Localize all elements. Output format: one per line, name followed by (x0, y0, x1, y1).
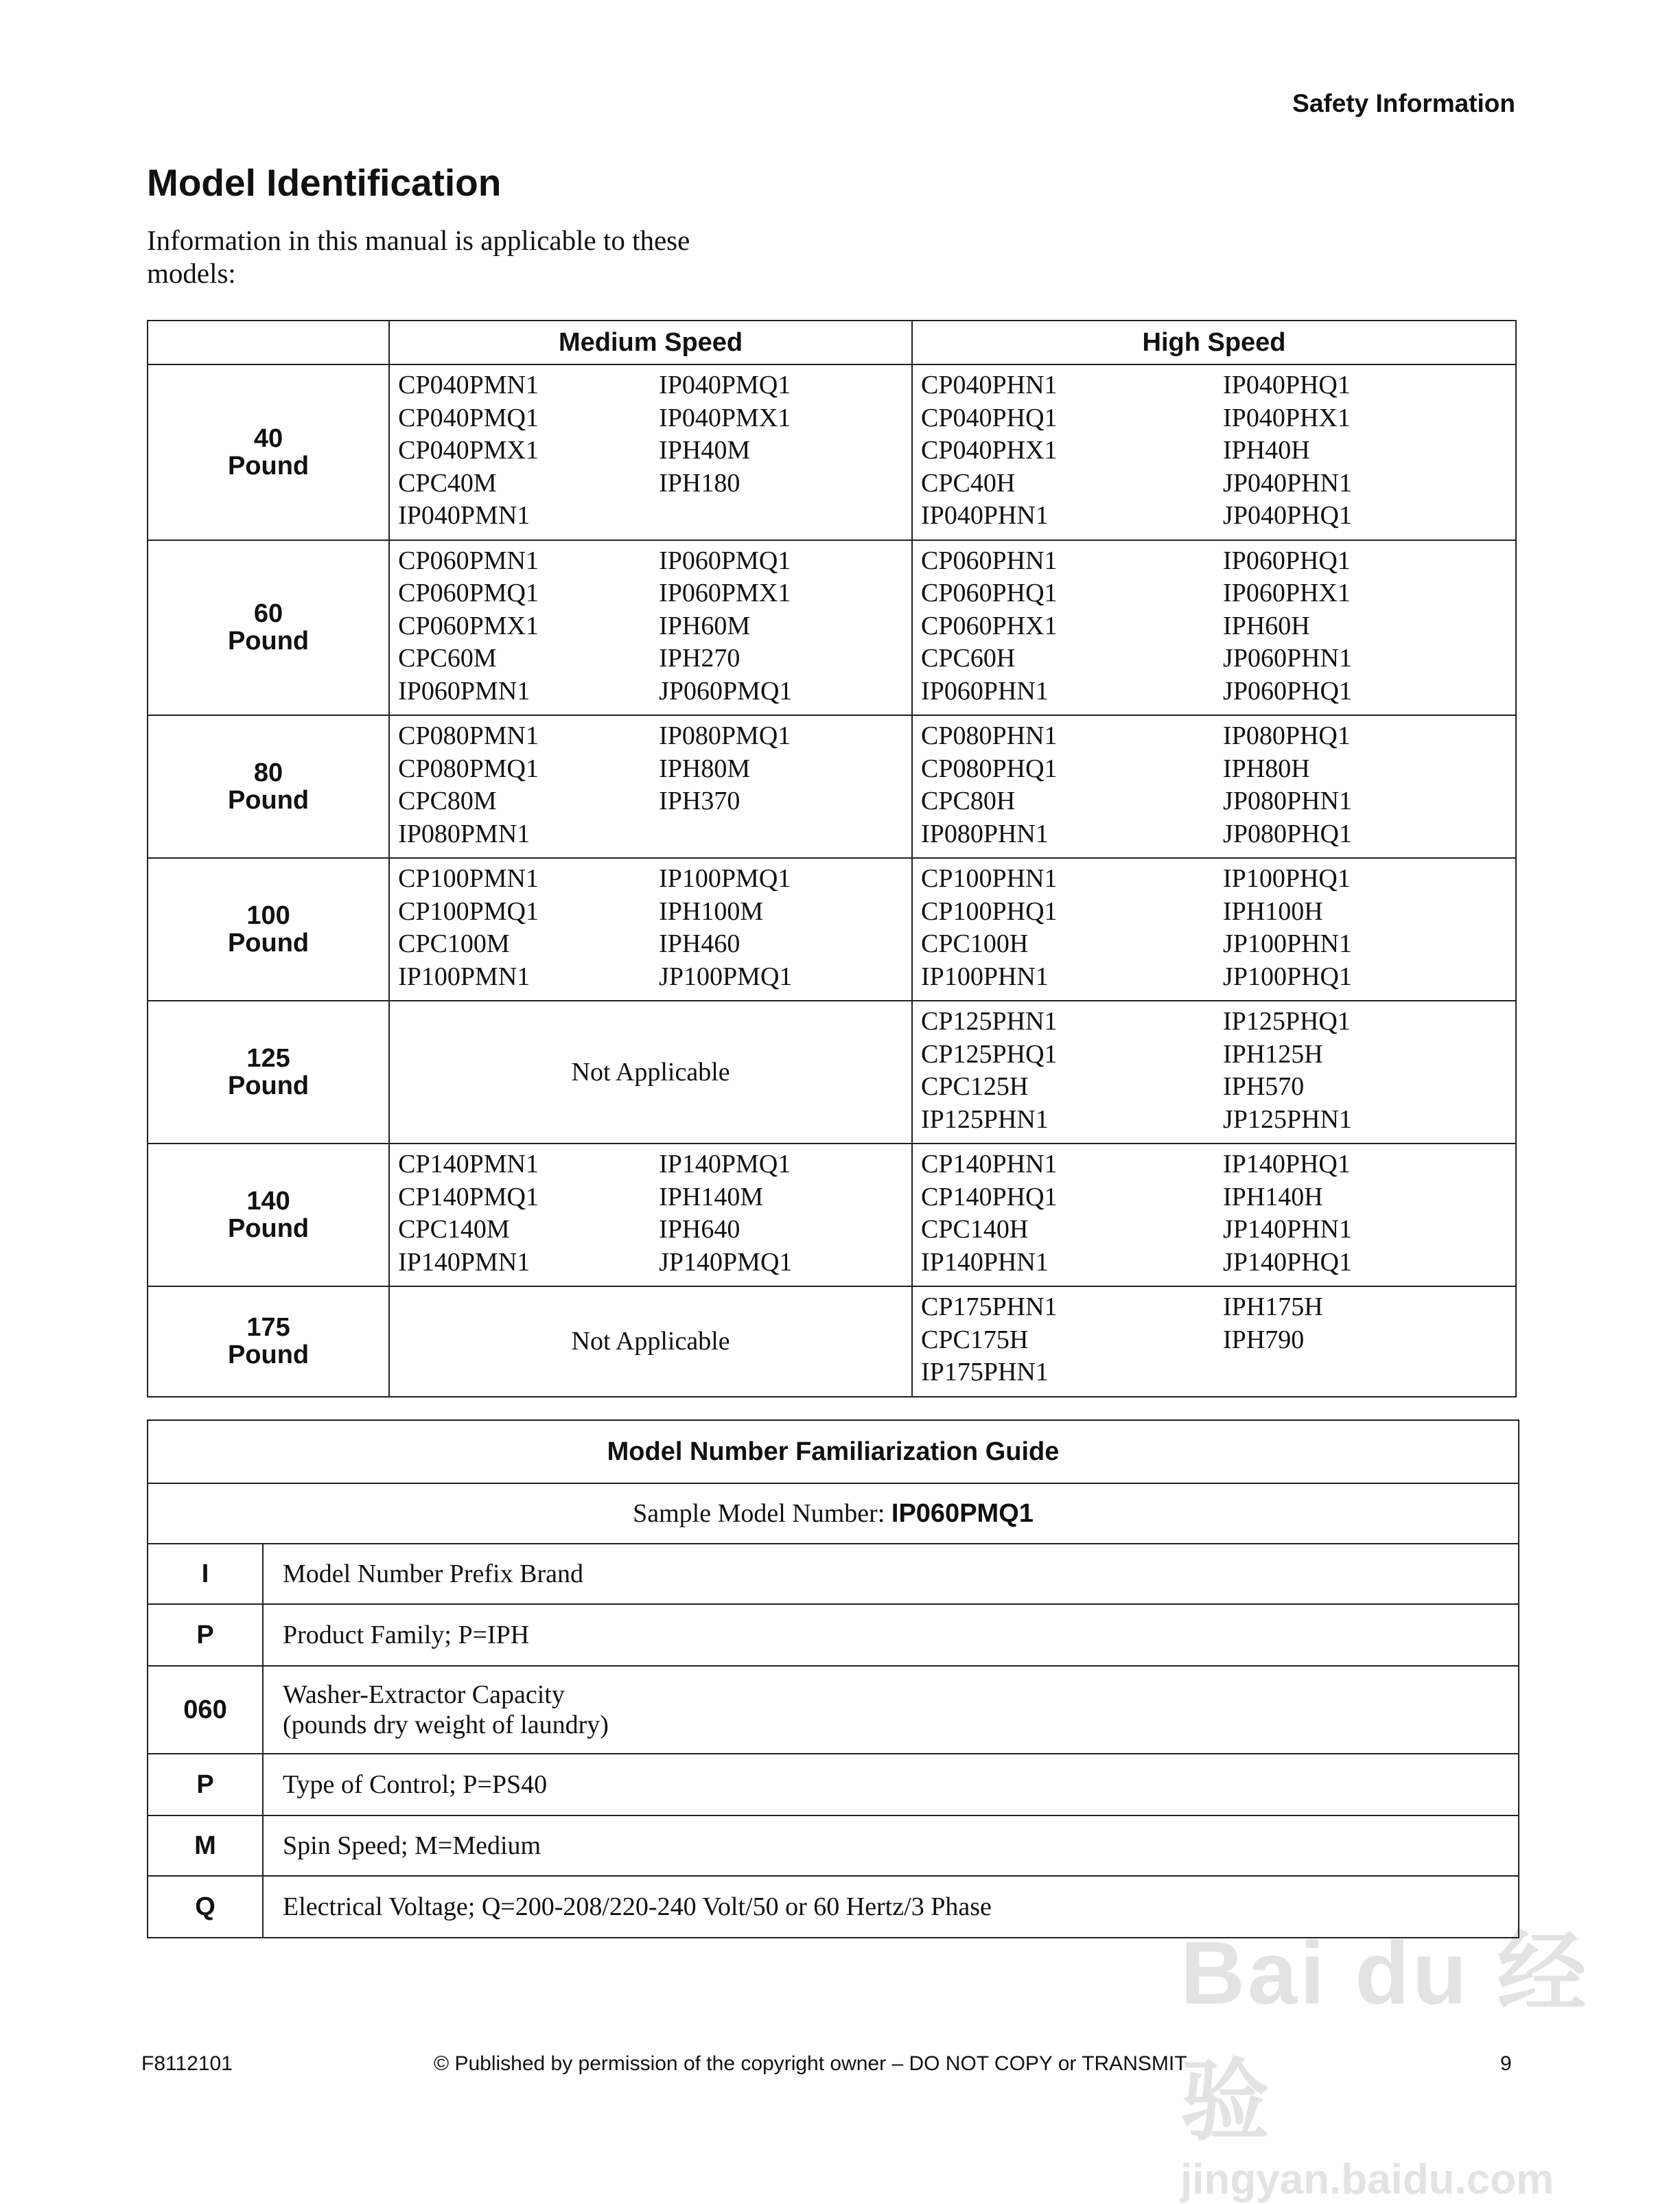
guide-description-line: (pounds dry weight of laundry) (283, 1710, 609, 1739)
model-number: JP140PHQ1 (1223, 1247, 1352, 1277)
guide-code: P (148, 1754, 263, 1816)
model-column (1223, 720, 1511, 850)
guide-description-line: Type of Control; P=PS40 (283, 1770, 548, 1799)
model-list (390, 1144, 911, 1286)
model-row (148, 858, 1516, 1001)
medium-speed-models (389, 1144, 912, 1286)
model-row (148, 1286, 1516, 1397)
model-number: IP040PMN1 (398, 501, 530, 530)
model-number: IP080PMQ1 (659, 721, 791, 750)
sample-value: IP060PMQ1 (891, 1499, 1034, 1528)
model-number: IP060PMQ1 (659, 546, 791, 575)
model-number: IP060PHX1 (1223, 579, 1351, 607)
model-number: CPC175H (921, 1325, 1029, 1354)
model-column (659, 1148, 906, 1279)
model-number: CP040PMQ1 (398, 403, 539, 432)
guide-row (148, 1754, 1519, 1816)
capacity-cell (148, 1286, 389, 1397)
model-column (398, 1148, 659, 1279)
model-list (390, 541, 911, 715)
model-list (913, 365, 1515, 540)
model-number: IPH570 (1223, 1072, 1305, 1101)
watermark-logo: Bai du 经验 (1180, 1923, 1589, 2151)
model-number: IP080PHQ1 (1223, 721, 1351, 750)
model-list (913, 1001, 1515, 1143)
medium-speed-models (389, 540, 912, 716)
header-medium-speed: Medium Speed (389, 321, 912, 364)
model-number: JP060PMQ1 (659, 676, 793, 706)
header-capacity (148, 321, 389, 364)
model-number: IP040PMX1 (659, 403, 791, 432)
medium-speed-not-applicable: Not Applicable (389, 1286, 912, 1397)
capacity-label: Pound (227, 786, 310, 815)
high-speed-models (912, 715, 1516, 858)
medium-speed-models (389, 715, 912, 858)
model-column (1223, 1148, 1511, 1279)
guide-description (263, 1666, 1519, 1754)
medium-speed-not-applicable: Not Applicable (389, 1001, 912, 1144)
model-number: IP140PMQ1 (659, 1150, 791, 1179)
model-column (1223, 545, 1511, 708)
model-number: JP040PHQ1 (1223, 501, 1352, 530)
model-number: JP140PHN1 (1223, 1215, 1352, 1244)
model-column (921, 1006, 1223, 1136)
model-number: IPH140H (1223, 1182, 1323, 1211)
model-number: CPC60H (921, 644, 1016, 673)
guide-code: P (148, 1604, 263, 1666)
watermark-url: jingyan.baidu.com (1180, 2156, 1554, 2203)
familiarization-guide-table (147, 1419, 1519, 1938)
capacity-label: 60 (253, 599, 283, 629)
guide-row (148, 1544, 1519, 1604)
capacity-label: 125 (246, 1044, 290, 1073)
capacity-label: 140 (246, 1187, 290, 1216)
model-number: IPH80H (1223, 754, 1310, 783)
guide-row (148, 1666, 1519, 1754)
model-number: CP100PHN1 (921, 864, 1058, 893)
capacity-label: 40 (253, 424, 283, 453)
model-list (913, 1144, 1515, 1286)
model-number: IP140PHQ1 (1223, 1150, 1351, 1179)
model-number: IPH60M (659, 611, 751, 640)
model-number: CP080PHQ1 (921, 754, 1058, 783)
model-number: IP060PHQ1 (1223, 546, 1351, 575)
model-number: JP080PHQ1 (1223, 819, 1352, 848)
model-number: CPC60M (398, 644, 497, 673)
model-number: CP060PHX1 (921, 611, 1058, 640)
high-speed-models (912, 540, 1516, 716)
guide-row (148, 1604, 1519, 1666)
model-number: IP060PMX1 (659, 579, 791, 607)
model-number: CP060PMQ1 (398, 579, 539, 607)
model-number: IPH270 (659, 644, 740, 673)
model-number: IP175PHN1 (921, 1358, 1049, 1387)
model-number: CP040PMN1 (398, 371, 539, 399)
model-number: CP040PMX1 (398, 436, 539, 465)
guide-description-line: Product Family; P=IPH (283, 1621, 530, 1649)
model-number: CP060PMX1 (398, 611, 539, 640)
capacity-label: 175 (246, 1313, 290, 1343)
medium-speed-models (389, 858, 912, 1001)
capacity-label: Pound (227, 451, 310, 480)
model-number: JP140PMQ1 (659, 1247, 793, 1277)
model-number: IP040PHQ1 (1223, 371, 1351, 399)
model-number: CP100PMN1 (398, 864, 539, 893)
model-list (913, 716, 1515, 857)
model-column (398, 720, 659, 850)
model-number: JP040PHN1 (1223, 468, 1352, 498)
model-number: CP140PHQ1 (921, 1182, 1058, 1211)
model-number: CP140PMQ1 (398, 1182, 539, 1211)
model-number: CPC40M (398, 468, 497, 498)
model-row (148, 1144, 1516, 1286)
guide-description (263, 1816, 1519, 1876)
guide-row (148, 1876, 1519, 1938)
model-number: JP100PMQ1 (659, 962, 793, 991)
model-column (659, 369, 906, 533)
model-number: IPH40H (1223, 436, 1310, 465)
model-number: IPH125H (1223, 1039, 1323, 1069)
model-table (147, 320, 1517, 1397)
model-number: IP125PHQ1 (1223, 1007, 1351, 1036)
capacity-label: Pound (227, 1071, 310, 1100)
model-list (913, 1287, 1515, 1396)
model-number: IPH640 (659, 1215, 740, 1244)
model-number: CP060PHQ1 (921, 579, 1058, 607)
medium-speed-models (389, 364, 912, 540)
copyright-notice: © Published by permission of the copyright owner – DO NOT COPY or TRANSMIT (434, 2052, 1187, 2075)
model-number: IPH60H (1223, 611, 1310, 640)
model-number: JP060PHN1 (1223, 644, 1352, 673)
guide-description (263, 1604, 1519, 1666)
model-number: IPH100H (1223, 896, 1323, 926)
capacity-cell (148, 1144, 389, 1286)
model-number: IP080PMN1 (398, 819, 530, 848)
guide-description (263, 1544, 1519, 1604)
model-number: IP100PHN1 (921, 962, 1049, 991)
model-number: JP125PHN1 (1223, 1104, 1352, 1134)
guide-title: Model Number Familiarization Guide (148, 1420, 1519, 1483)
watermark (1180, 1901, 1680, 2204)
capacity-label: 100 (246, 901, 290, 930)
model-number: JP080PHN1 (1223, 787, 1352, 815)
capacity-cell (148, 540, 389, 716)
model-number: IP040PHN1 (921, 501, 1049, 530)
model-column (921, 545, 1223, 708)
model-list (390, 716, 911, 857)
model-column (1223, 1291, 1511, 1389)
model-number: CPC125H (921, 1072, 1029, 1101)
model-list (390, 859, 911, 1000)
model-column (1223, 863, 1511, 993)
model-number: CPC140M (398, 1215, 510, 1244)
model-list (913, 541, 1515, 715)
doc-number: F8112101 (141, 2052, 233, 2075)
model-number: IPH460 (659, 929, 740, 958)
model-number: CPC100H (921, 929, 1029, 958)
intro-text: Information in this manual is applicable to these models: (147, 224, 690, 289)
model-column (398, 545, 659, 708)
guide-description-line: Model Number Prefix Brand (283, 1559, 583, 1588)
model-number: JP100PHN1 (1223, 929, 1352, 958)
model-row (148, 1001, 1516, 1144)
model-number: IP040PMQ1 (659, 371, 791, 399)
model-number: CP175PHN1 (921, 1292, 1058, 1321)
guide-description (263, 1876, 1519, 1938)
capacity-label: Pound (227, 1214, 310, 1243)
model-number: IP040PHX1 (1223, 403, 1351, 432)
model-number: CP100PHQ1 (921, 896, 1058, 926)
guide-row (148, 1816, 1519, 1876)
model-number: CP080PHN1 (921, 721, 1058, 750)
model-number: CP125PHQ1 (921, 1039, 1058, 1069)
model-table-header (148, 321, 1516, 364)
model-number: JP060PHQ1 (1223, 676, 1352, 706)
model-column (659, 545, 906, 708)
high-speed-models (912, 364, 1516, 540)
guide-description-line: Electrical Voltage; Q=200-208/220-240 Volt/50 or 60 Hertz/3 Phase (283, 1892, 992, 1921)
model-list (913, 859, 1515, 1000)
model-number: IPH180 (659, 468, 740, 498)
model-number: IPH80M (659, 754, 751, 783)
capacity-cell (148, 1001, 389, 1144)
guide-code: 060 (148, 1666, 263, 1754)
model-number: CP060PMN1 (398, 546, 539, 575)
model-number: IPH140M (659, 1182, 764, 1211)
model-number: CPC80M (398, 787, 497, 815)
model-column (1223, 369, 1511, 533)
model-number: IPH175H (1223, 1292, 1323, 1321)
capacity-cell (148, 715, 389, 858)
model-number: CPC140H (921, 1215, 1029, 1244)
model-number: IPH370 (659, 787, 740, 815)
capacity-cell (148, 364, 389, 540)
model-number: CPC100M (398, 929, 510, 958)
model-row (148, 715, 1516, 858)
model-number: IPH100M (659, 896, 764, 926)
model-number: CP040PHQ1 (921, 403, 1058, 432)
model-row (148, 540, 1516, 716)
guide-description-line: Washer-Extractor Capacity (283, 1680, 565, 1709)
model-column (1223, 1006, 1511, 1136)
model-number: CP080PMQ1 (398, 754, 539, 783)
model-number: IPH790 (1223, 1325, 1305, 1354)
model-row (148, 364, 1516, 540)
model-number: IPH40M (659, 436, 751, 465)
guide-description-line: Spin Speed; M=Medium (283, 1831, 541, 1860)
model-column (398, 863, 659, 993)
model-number: CPC40H (921, 468, 1016, 498)
model-number: IP060PHN1 (921, 676, 1049, 706)
model-number: CP040PHN1 (921, 371, 1058, 399)
guide-code: I (148, 1544, 263, 1604)
model-number: JP100PHQ1 (1223, 962, 1352, 991)
model-number: CP100PMQ1 (398, 896, 539, 926)
model-number: CP125PHN1 (921, 1007, 1058, 1036)
model-column (921, 720, 1223, 850)
high-speed-models (912, 1144, 1516, 1286)
high-speed-models (912, 858, 1516, 1001)
model-column (921, 1291, 1223, 1389)
capacity-cell (148, 858, 389, 1001)
model-column (398, 369, 659, 533)
capacity-label: Pound (227, 1341, 310, 1370)
capacity-label: Pound (227, 929, 310, 958)
page-number: 9 (1500, 2052, 1512, 2075)
model-number: IP080PHN1 (921, 819, 1049, 848)
model-column (921, 369, 1223, 533)
model-number: CPC80H (921, 787, 1016, 815)
model-column (921, 1148, 1223, 1279)
model-number: CP060PHN1 (921, 546, 1058, 575)
model-list (390, 365, 911, 540)
model-column (921, 863, 1223, 993)
model-number: IP140PMN1 (398, 1247, 530, 1277)
model-number: IP100PMN1 (398, 962, 530, 991)
guide-code: M (148, 1816, 263, 1876)
model-number: CP040PHX1 (921, 436, 1058, 465)
model-column (659, 863, 906, 993)
model-number: IP125PHN1 (921, 1104, 1049, 1134)
page-title: Model Identification (147, 161, 502, 204)
high-speed-models (912, 1001, 1516, 1144)
sample-model-number (148, 1483, 1519, 1544)
model-number: IP100PHQ1 (1223, 864, 1351, 893)
capacity-label: Pound (227, 627, 310, 656)
guide-code: Q (148, 1876, 263, 1938)
high-speed-models (912, 1286, 1516, 1397)
model-number: CP140PHN1 (921, 1150, 1058, 1179)
header-high-speed: High Speed (912, 321, 1516, 364)
sample-label: Sample Model Number: (633, 1499, 885, 1528)
model-number: CP140PMN1 (398, 1150, 539, 1179)
capacity-label: 80 (253, 758, 283, 787)
model-column (659, 720, 906, 850)
model-number: IP060PMN1 (398, 676, 530, 706)
model-number: CP080PMN1 (398, 721, 539, 750)
model-number: IP140PHN1 (921, 1247, 1049, 1277)
model-number: IP100PMQ1 (659, 864, 791, 893)
guide-description (263, 1754, 1519, 1816)
section-header: Safety Information (1292, 89, 1515, 117)
